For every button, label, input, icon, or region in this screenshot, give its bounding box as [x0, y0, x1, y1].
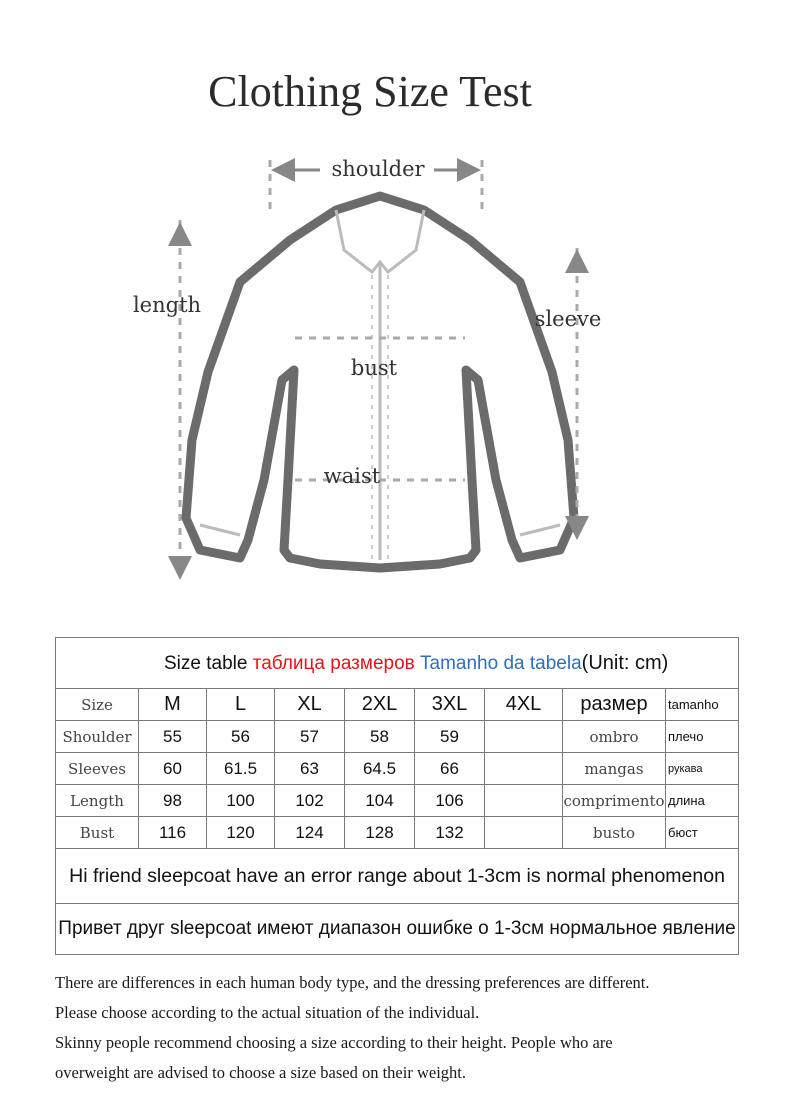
table-cell: 102 [275, 785, 345, 817]
col-header: 3XL [415, 689, 485, 721]
table-cell: 64.5 [345, 753, 415, 785]
table-cell: 100 [207, 785, 275, 817]
header-unit: (Unit: cm) [581, 651, 669, 674]
table-cell: 124 [275, 817, 345, 849]
table-row [56, 753, 739, 785]
table-cell [485, 721, 563, 753]
shirt-diagram [0, 140, 790, 600]
table-row [56, 785, 739, 817]
table-cell: 106 [415, 785, 485, 817]
col-header: M [139, 689, 207, 721]
col-header: XL [275, 689, 345, 721]
table-cell: 128 [345, 817, 415, 849]
header-en: Size table [164, 652, 248, 674]
length-label: length [132, 293, 202, 317]
col-header: Size [56, 689, 139, 721]
table-cell: 116 [139, 817, 207, 849]
table-cell [485, 753, 563, 785]
header-ru: таблица размеров [252, 652, 415, 674]
row-label: Sleeves [56, 753, 139, 785]
bust-label: bust [350, 356, 398, 380]
table-cell: 55 [139, 721, 207, 753]
table-cell: 104 [345, 785, 415, 817]
row-label-pt: mangas [563, 753, 666, 785]
column-header-row [56, 689, 739, 721]
row-label-ru: длина [666, 785, 739, 817]
note-ru: Привет друг sleepcoat имеют диапазон ошибке о 1-3см нормальное явление [56, 904, 739, 955]
table-row [56, 817, 739, 849]
table-cell: 58 [345, 721, 415, 753]
waist-label: waist [323, 464, 381, 488]
row-label-ru: плечо [666, 721, 739, 753]
row-label-ru: рукава [666, 753, 739, 785]
row-label: Bust [56, 817, 139, 849]
row-label: Length [56, 785, 139, 817]
table-cell: 132 [415, 817, 485, 849]
col-header: 4XL [485, 689, 563, 721]
table-cell: 63 [275, 753, 345, 785]
table-cell: 59 [415, 721, 485, 753]
size-table [55, 637, 739, 955]
col-header: размер [563, 689, 666, 721]
table-cell [485, 785, 563, 817]
row-label-pt: comprimento [563, 785, 666, 817]
shoulder-label: shoulder [331, 157, 425, 181]
page-title: Clothing Size Test [208, 67, 532, 116]
sleeve-label: sleeve [534, 307, 602, 331]
description-line: Skinny people recommend choosing a size according to their height. People who are [55, 1033, 613, 1052]
table-cell: 60 [139, 753, 207, 785]
row-label-pt: ombro [563, 721, 666, 753]
table-cell: 61.5 [207, 753, 275, 785]
col-header: L [207, 689, 275, 721]
description [55, 970, 775, 1090]
table-cell: 98 [139, 785, 207, 817]
table-cell: 120 [207, 817, 275, 849]
col-header: tamanho [666, 689, 739, 721]
row-label-pt: busto [563, 817, 666, 849]
table-header [56, 638, 739, 689]
table-cell: 57 [275, 721, 345, 753]
row-label-ru: бюст [666, 817, 739, 849]
description-line: Please choose according to the actual situation of the individual. [55, 1003, 480, 1022]
table-row [56, 721, 739, 753]
note-en: Hi friend sleepcoat have an error range about 1-3cm is normal phenomenon [56, 849, 739, 904]
description-line: There are differences in each human body type, and the dressing preferences are different. [55, 973, 650, 992]
col-header: 2XL [345, 689, 415, 721]
table-cell [485, 817, 563, 849]
table-cell: 66 [415, 753, 485, 785]
header-pt: Tamanho da tabela [420, 652, 582, 674]
description-line: overweight are advised to choose a size based on their weight. [55, 1063, 466, 1082]
row-label: Shoulder [56, 721, 139, 753]
table-cell: 56 [207, 721, 275, 753]
